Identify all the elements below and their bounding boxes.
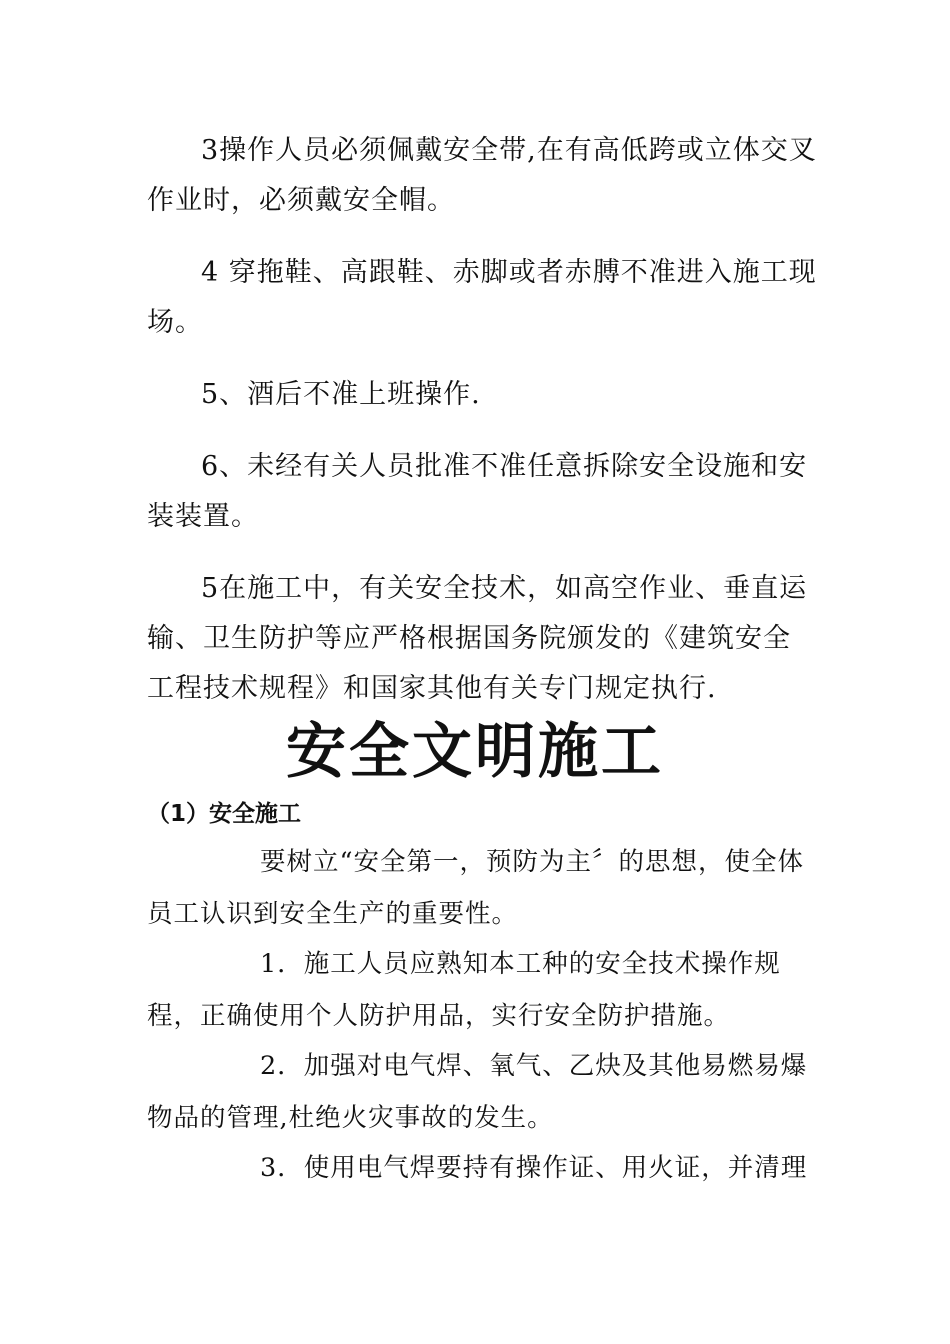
paragraph-regulations: 5在施工中，有关安全技术，如高空作业、垂直运输、卫生防护等应严格根据国务院颁发的《建筑安全工程技术规程》和国家其他有关专门规定执行. bbox=[147, 573, 808, 704]
paragraph-no-removal: 6、未经有关人员批准不准任意拆除安全设施和安装装置。 bbox=[147, 451, 808, 532]
page-title: 安全文明施工 bbox=[286, 717, 664, 787]
paragraph-no-drinking: 5、酒后不准上班操作. bbox=[201, 379, 481, 410]
paragraph-item-1: 1．施工人员应熟知本工种的安全技术操作规程，正确使用个人防护用品，实行安全防护措施。 bbox=[147, 949, 781, 1031]
paragraph-footwear: 4 穿拖鞋、高跟鞋、赤脚或者赤膊不准进入施工现场。 bbox=[147, 257, 817, 338]
paragraph-safety-belt: 3操作人员必须佩戴安全带,在有高低跨或立体交叉作业时，必须戴安全帽。 bbox=[147, 135, 817, 216]
paragraph-item-2: 2．加强对电气焊、氧气、乙炔及其他易燃易爆物品的管理,杜绝火灾事故的发生。 bbox=[147, 1051, 808, 1133]
paragraph-item-3: 3．使用电气焊要持有操作证、用火证，并清理 bbox=[260, 1153, 808, 1183]
section-heading: （1）安全施工 bbox=[147, 801, 302, 827]
paragraph-safety-first: 要树立“安全第一，预防为主〞的思想，使全体员工认识到安全生产的重要性。 bbox=[147, 847, 805, 929]
